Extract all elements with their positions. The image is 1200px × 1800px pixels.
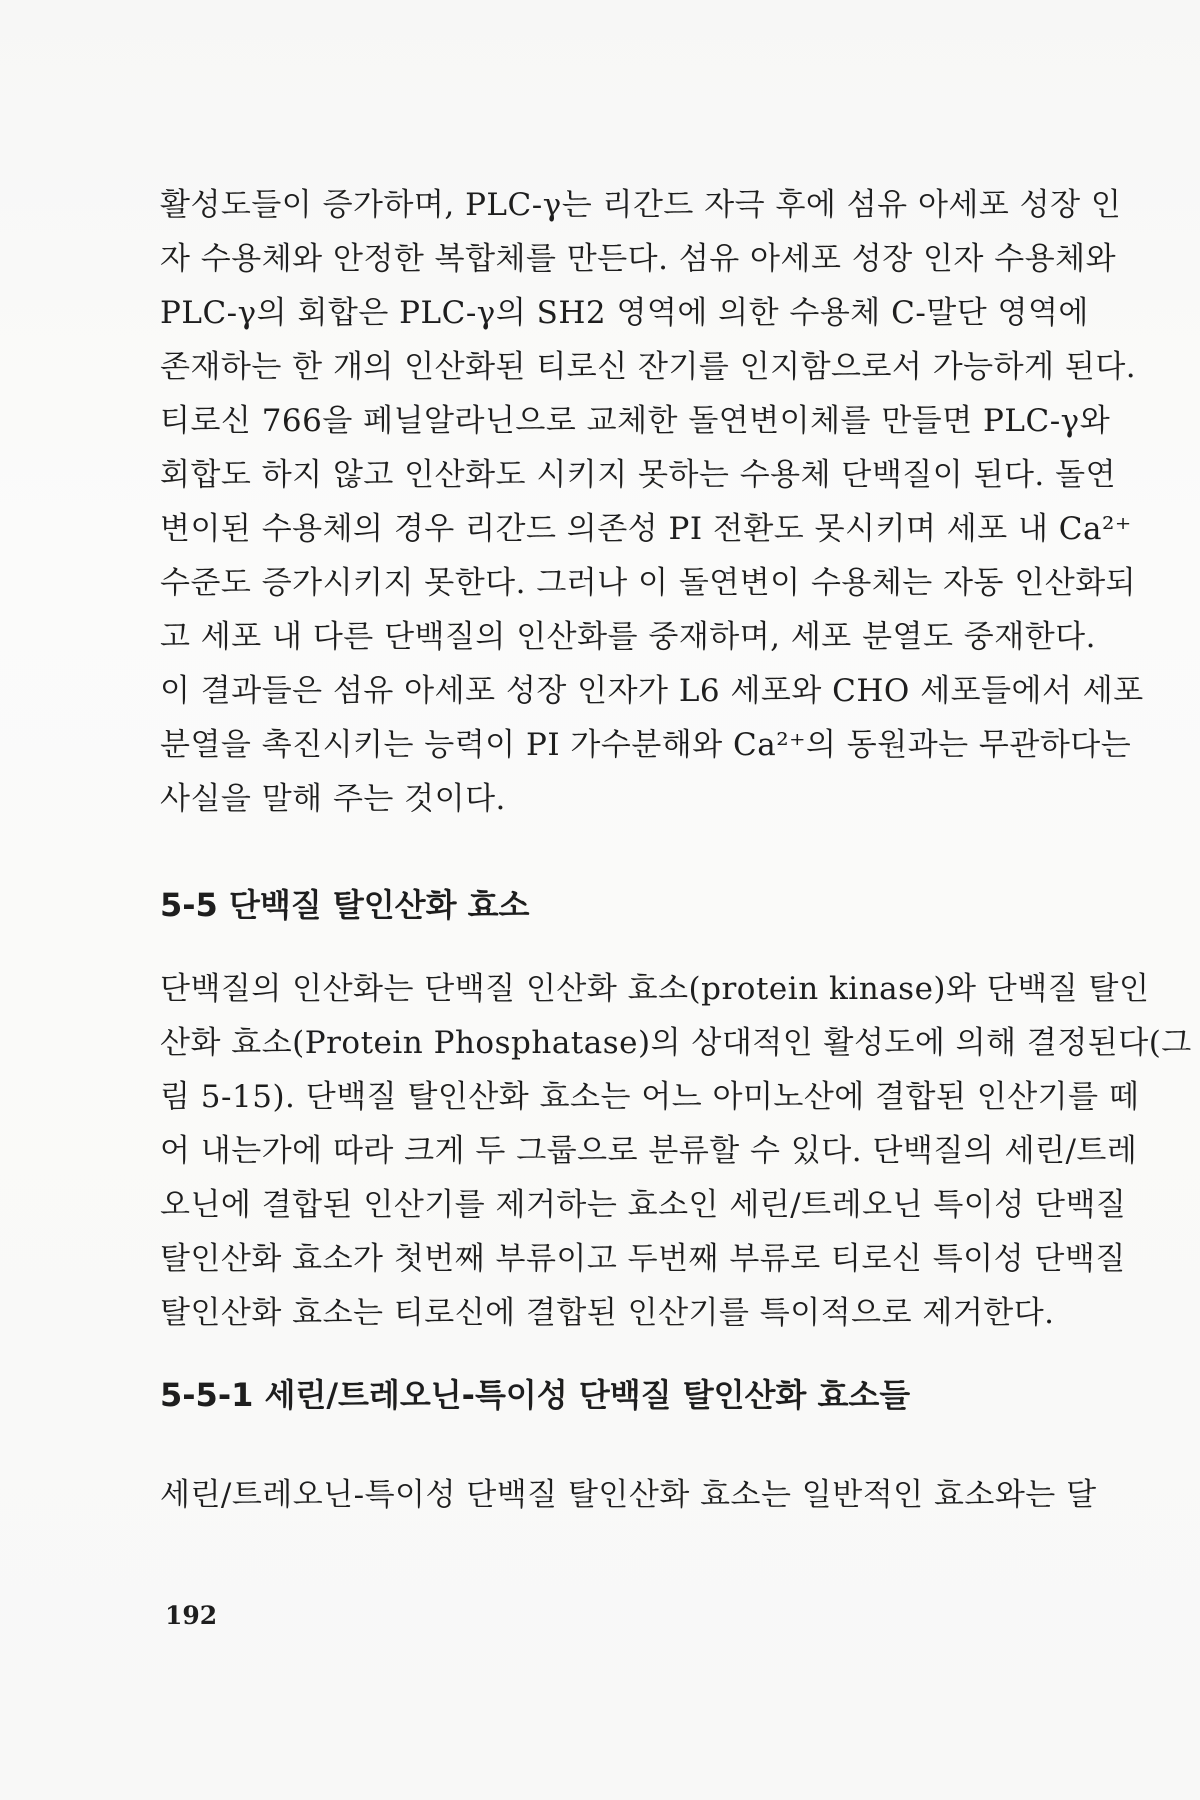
paragraph-line: 사실을 말해 주는 것이다. <box>160 781 506 817</box>
paragraph-line: 존재하는 한 개의 인산화된 티로신 잔기를 인지함으로서 가능하게 된다. <box>160 349 1137 385</box>
paragraph-3 <box>160 1468 1097 1522</box>
paragraph-line: 탈인산화 효소는 티로신에 결합된 인산기를 특이적으로 제거한다. <box>160 1295 1055 1331</box>
paragraph-line: 세린/트레오닌-특이성 단백질 탈인산화 효소는 일반적인 효소와는 달 <box>160 1477 1097 1513</box>
paragraph-line: 이 결과들은 섬유 아세포 성장 인자가 L6 세포와 CHO 세포들에서 세포 <box>160 673 1144 709</box>
page-number: 192 <box>165 1601 218 1630</box>
paragraph-line: 티로신 766을 페닐알라닌으로 교체한 돌연변이체를 만들면 PLC-γ와 <box>160 403 1111 439</box>
paragraph-line: 분열을 촉진시키는 능력이 PI 가수분해와 Ca²⁺의 동원과는 무관하다는 <box>160 727 1132 763</box>
paragraph-line: 림 5-15). 단백질 탈인산화 효소는 어느 아미노산에 결합된 인산기를 떼 <box>160 1079 1140 1115</box>
paragraph-line: PLC-γ의 회합은 PLC-γ의 SH2 영역에 의한 수용체 C-말단 영역에 <box>160 295 1089 331</box>
paragraph-line: 변이된 수용체의 경우 리간드 의존성 PI 전환도 못시키며 세포 내 Ca²⁺ <box>160 511 1132 547</box>
paragraph-1 <box>160 178 1144 826</box>
paragraph-line: 고 세포 내 다른 단백질의 인산화를 중재하며, 세포 분열도 중재한다. <box>160 619 1096 655</box>
paragraph-line: 자 수용체와 안정한 복합체를 만든다. 섬유 아세포 성장 인자 수용체와 <box>160 241 1117 277</box>
section-heading: 5-5 단백질 탈인산화 효소 <box>160 886 530 924</box>
paragraph-line: 활성도들이 증가하며, PLC-γ는 리간드 자극 후에 섬유 아세포 성장 인 <box>160 187 1122 223</box>
paragraph-2 <box>160 962 1192 1340</box>
paragraph-line: 산화 효소(Protein Phosphatase)의 상대적인 활성도에 의해 결정된다(그 <box>160 1025 1192 1061</box>
paragraph-line: 수준도 증가시키지 못한다. 그러나 이 돌연변이 수용체는 자동 인산화되 <box>160 565 1137 601</box>
subsection-heading: 5-5-1 세린/트레오닌-특이성 단백질 탈인산화 효소들 <box>160 1376 911 1414</box>
paragraph-line: 회합도 하지 않고 인산화도 시키지 못하는 수용체 단백질이 된다. 돌연 <box>160 457 1117 493</box>
paragraph-line: 단백질의 인산화는 단백질 인산화 효소(protein kinase)와 단백질 탈인 <box>160 971 1150 1007</box>
paragraph-line: 오닌에 결합된 인산기를 제거하는 효소인 세린/트레오닌 특이성 단백질 <box>160 1187 1127 1223</box>
paragraph-line: 탈인산화 효소가 첫번째 부류이고 두번째 부류로 티로신 특이성 단백질 <box>160 1241 1126 1277</box>
paragraph-line: 어 내는가에 따라 크게 두 그룹으로 분류할 수 있다. 단백질의 세린/트레 <box>160 1133 1138 1169</box>
